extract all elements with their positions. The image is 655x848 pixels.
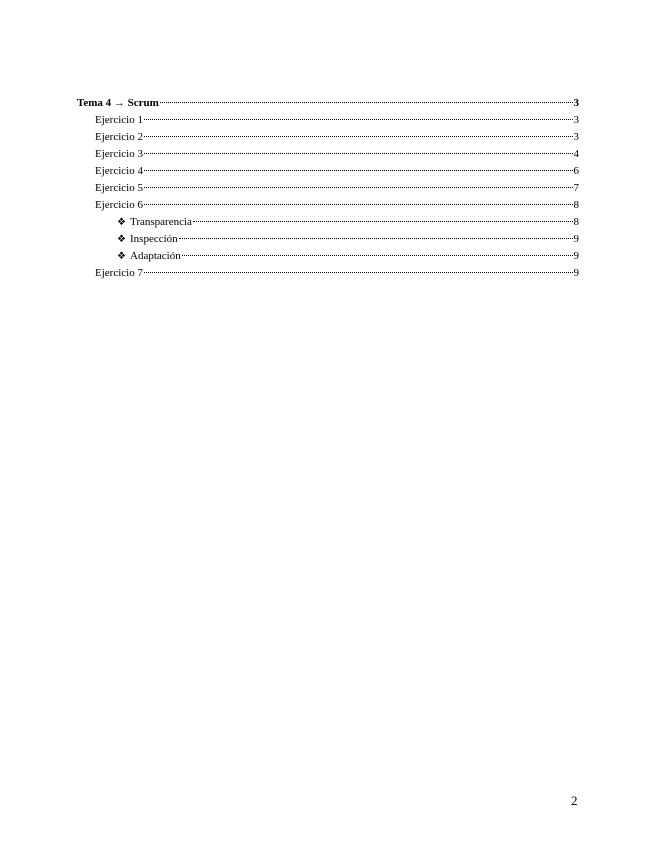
toc-entry-page-number: 3	[573, 97, 579, 109]
toc-entry-page-number: 9	[573, 233, 579, 245]
toc-entry-page-number: 3	[573, 131, 579, 143]
toc-dot-leader	[193, 221, 573, 222]
toc-entry[interactable]	[77, 146, 579, 163]
toc-dot-leader	[160, 102, 573, 103]
toc-dot-leader	[144, 136, 573, 137]
toc-entry-title: Ejercicio 2	[95, 131, 143, 143]
toc-entry-title: Inspección	[130, 233, 178, 245]
toc-entry[interactable]	[77, 129, 579, 146]
toc-entry[interactable]	[77, 95, 579, 112]
toc-dot-leader	[144, 187, 573, 188]
toc-dot-leader	[182, 255, 573, 256]
diamond-bullet-icon: ❖	[117, 217, 126, 228]
toc-dot-leader	[144, 153, 573, 154]
toc-entry[interactable]	[77, 231, 579, 248]
toc-entry[interactable]	[77, 265, 579, 282]
toc-dot-leader	[144, 272, 573, 273]
toc-dot-leader	[144, 204, 573, 205]
toc-entry-page-number: 8	[573, 199, 579, 211]
toc-dot-leader	[144, 119, 573, 120]
toc-entry-title: Adaptación	[130, 250, 181, 262]
toc-entry[interactable]	[77, 180, 579, 197]
toc-entry-page-number: 9	[573, 267, 579, 279]
toc-entry-title: Transparencia	[130, 216, 192, 228]
table-of-contents	[77, 95, 579, 282]
diamond-bullet-icon: ❖	[117, 251, 126, 262]
toc-entry-title: Ejercicio 7	[95, 267, 143, 279]
toc-entry-title: Ejercicio 3	[95, 148, 143, 160]
toc-entry[interactable]	[77, 248, 579, 265]
toc-entry-page-number: 3	[573, 114, 579, 126]
diamond-bullet-icon: ❖	[117, 234, 126, 245]
toc-dot-leader	[144, 170, 573, 171]
toc-entry-title: Ejercicio 1	[95, 114, 143, 126]
toc-entry-title: Ejercicio 6	[95, 199, 143, 211]
toc-entry[interactable]	[77, 197, 579, 214]
toc-entry-title: Ejercicio 5	[95, 182, 143, 194]
toc-entry-title: Ejercicio 4	[95, 165, 143, 177]
toc-entry-title: Tema 4 → Scrum	[77, 97, 159, 109]
toc-entry[interactable]	[77, 112, 579, 129]
toc-entry-page-number: 8	[573, 216, 579, 228]
toc-entry[interactable]	[77, 214, 579, 231]
toc-entry-page-number: 4	[573, 148, 579, 160]
toc-entry-page-number: 6	[573, 165, 579, 177]
page-number: 2	[571, 793, 578, 808]
toc-entry-page-number: 7	[573, 182, 579, 194]
toc-entry[interactable]	[77, 163, 579, 180]
toc-dot-leader	[179, 238, 573, 239]
toc-entry-page-number: 9	[573, 250, 579, 262]
